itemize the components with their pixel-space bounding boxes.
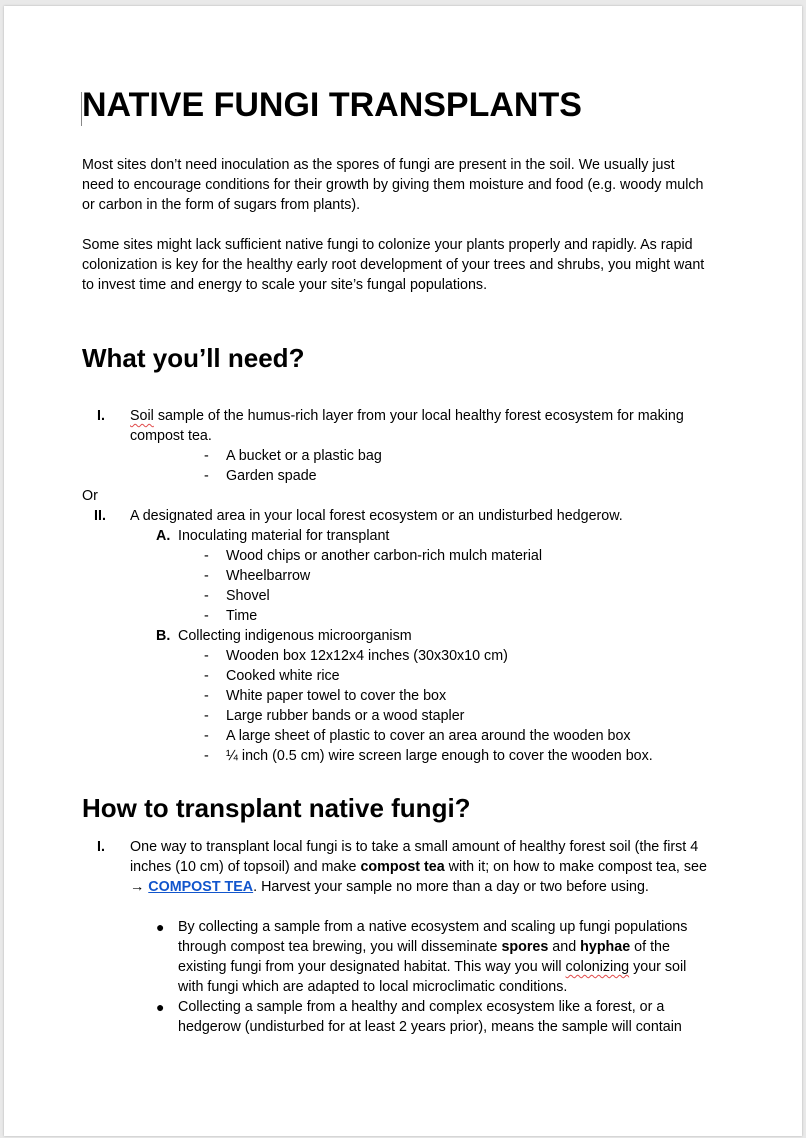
dash-marker: - xyxy=(204,448,209,464)
howto-item-line-2: inches (10 cm) of topsoil) and make compost tea with it; on how to make compost tea, see xyxy=(130,859,707,875)
sublist-item: A bucket or a plastic bag xyxy=(226,448,382,464)
sublist-item: ¼ inch (0.5 cm) wire screen large enough to cover the wooden box. xyxy=(226,748,653,764)
sublist-item: Garden spade xyxy=(226,468,317,484)
howto-item-line-1: One way to transplant local fungi is to take a small amount of healthy forest soil (the first 4 xyxy=(130,839,699,855)
howto-item-line-3: → COMPOST TEA. Harvest your sample no more than a day or two before using. xyxy=(130,879,649,895)
document-page[interactable] xyxy=(4,6,802,1136)
section-heading-needs: What you’ll need? xyxy=(82,343,305,373)
intro-paragraph-1-line-3: or carbon in the form of sugars from plants). xyxy=(82,197,361,213)
intro-paragraph-1-line-1: Most sites don’t need inoculation as the spores of fungi are present in the soil. We usually just xyxy=(82,157,675,173)
sublist-item: Large rubber bands or a wood stapler xyxy=(226,708,465,724)
spellcheck-word[interactable]: colonizing xyxy=(565,959,630,975)
dash-marker: - xyxy=(204,688,209,704)
sublist-item: Wooden box 12x12x4 inches (30x30x10 cm) xyxy=(226,648,508,664)
sublist-item: A large sheet of plastic to cover an area around the wooden box xyxy=(226,728,631,744)
bullet-2-line-2: hedgerow (undisturbed for at least 2 years prior), means the sample will contain xyxy=(178,1019,682,1035)
dash-marker: - xyxy=(204,588,209,604)
spellcheck-word[interactable]: Soil xyxy=(130,408,154,424)
sublist-item: Shovel xyxy=(226,588,270,604)
dash-marker: - xyxy=(204,568,209,584)
list-item-inoculating-material: Inoculating material for transplant xyxy=(178,528,390,544)
list-marker-A: A. xyxy=(156,528,171,544)
list-item-designated-area: A designated area in your local forest ecosystem or an undisturbed hedgerow. xyxy=(130,508,623,524)
sublist-item: White paper towel to cover the box xyxy=(226,688,447,704)
list-marker-I: I. xyxy=(97,408,105,424)
list-marker-I: I. xyxy=(97,839,105,855)
intro-paragraph-2-line-1: Some sites might lack sufficient native fungi to colonize your plants properly and rapidly. As rapid xyxy=(82,237,693,253)
intro-paragraph-2-line-3: to invest time and energy to scale your site’s fungal populations. xyxy=(82,277,488,293)
intro-paragraph-2-line-2: colonization is key for the healthy early root development of your trees and shrubs, you might want xyxy=(82,257,705,273)
list-item-soil-sample-cont: compost tea. xyxy=(130,428,212,444)
sublist-item: Time xyxy=(226,608,258,624)
list-item-soil-sample: Soil sample of the humus-rich layer from your local healthy forest ecosystem for making xyxy=(130,408,684,424)
list-item-collecting-imo: Collecting indigenous microorganism xyxy=(178,628,412,644)
dash-marker: - xyxy=(204,468,209,484)
list-marker-B: B. xyxy=(156,628,171,644)
sublist-item: Wheelbarrow xyxy=(226,568,311,584)
bullet-1-line-4: with fungi which are adapted to local microclimatic conditions. xyxy=(178,979,568,995)
dash-marker: - xyxy=(204,608,209,624)
dash-marker: - xyxy=(204,728,209,744)
sublist-item: Cooked white rice xyxy=(226,668,340,684)
dash-marker: - xyxy=(204,548,209,564)
dash-marker: - xyxy=(204,648,209,664)
sublist-item: Wood chips or another carbon-rich mulch material xyxy=(226,548,542,564)
bullet-1-line-3: existing fungi from your designated habitat. This way you will colonizing your soil xyxy=(178,959,687,975)
bullet-marker: ● xyxy=(156,999,165,1015)
bullet-1-line-1: By collecting a sample from a native ecosystem and scaling up fungi populations xyxy=(178,919,688,935)
bullet-2-line-1: Collecting a sample from a healthy and complex ecosystem like a forest, or a xyxy=(178,999,665,1015)
or-separator: Or xyxy=(82,488,98,504)
dash-marker: - xyxy=(204,708,209,724)
page-title: NATIVE FUNGI TRANSPLANTS xyxy=(82,86,582,124)
section-heading-howto: How to transplant native fungi? xyxy=(82,793,471,823)
compost-tea-link[interactable]: COMPOST TEA xyxy=(148,879,254,895)
bullet-1-line-2: through compost tea brewing, you will disseminate spores and hyphae of the xyxy=(178,939,670,955)
intro-paragraph-1-line-2: need to encourage conditions for their growth by giving them moisture and food (e.g. woody mulch xyxy=(82,177,704,193)
dash-marker: - xyxy=(204,748,209,764)
dash-marker: - xyxy=(204,668,209,684)
list-marker-II: II. xyxy=(94,508,106,524)
bullet-marker: ● xyxy=(156,919,165,935)
